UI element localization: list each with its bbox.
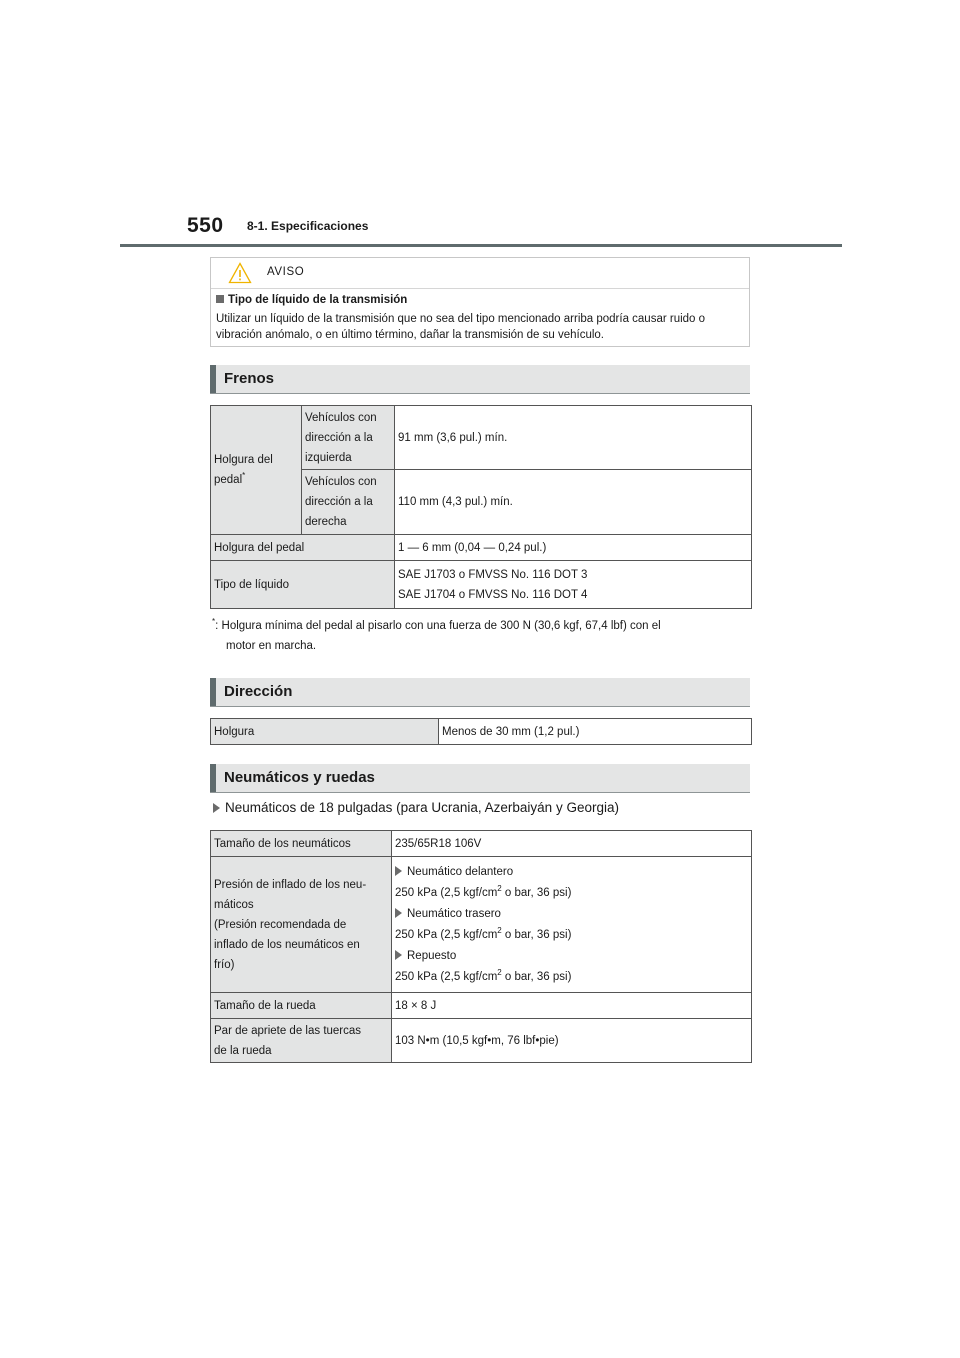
notice-body: Utilizar un líquido de la transmisión que no sea del tipo mencionado arriba podría causar ruido o vibración anómalo, o en último término, dañar la transmisión de su vehículo. [216, 313, 706, 341]
arrow-right-icon [395, 908, 402, 918]
footnote-line [212, 616, 752, 636]
pressure-label-line: inflado de los neumáticos en [214, 938, 360, 951]
section-title: Neumáticos y ruedas [224, 769, 375, 786]
table-row [211, 406, 752, 470]
steering-table [210, 718, 752, 745]
tire-size-label: Tamaño de los neumáticos [211, 831, 392, 857]
pressure-label-line: (Presión recomendada de [214, 918, 347, 931]
rear-tire-label: Neumático trasero [407, 907, 501, 920]
arrow-right-icon [395, 866, 402, 876]
pressure-text: o bar, 36 psi) [501, 970, 572, 983]
wheel-size-value: 18 × 8 J [392, 993, 752, 1019]
pedal-label: Holgura del [214, 454, 273, 466]
table-row [211, 993, 752, 1019]
rear-tire-pressure [395, 925, 748, 946]
square-bullet-icon [216, 295, 224, 303]
arrow-right-icon [395, 950, 402, 960]
pressure-text: o bar, 36 psi) [501, 928, 572, 941]
wheel-size-label: Tamaño de la rueda [211, 993, 392, 1019]
rear-tire-heading [395, 904, 748, 925]
footnote-text: motor en marcha. [226, 640, 317, 652]
pressure-label-line: máticos [214, 898, 254, 911]
table-row [211, 561, 752, 609]
section-title: Dirección [224, 683, 293, 700]
spare-tire-heading [395, 946, 748, 967]
pressure-label-line: Presión de inflado de los neu- [214, 878, 367, 891]
torque-label-line: de la rueda [214, 1044, 272, 1057]
tires-table [210, 830, 752, 1063]
page-number: 550 [187, 214, 224, 237]
table-row [211, 535, 752, 561]
warning-triangle-icon [228, 262, 252, 284]
table-row [211, 831, 752, 857]
right-drive-cell [302, 470, 395, 535]
notice-header [211, 258, 749, 289]
tire-variant-text: Neumáticos de 18 pulgadas (para Ucrania, Azerbaiyán y Georgia) [225, 800, 619, 815]
fluid-value: SAE J1704 o FMVSS No. 116 DOT 4 [398, 588, 588, 601]
torque-label-line: Par de apriete de las tuercas [214, 1024, 362, 1037]
pressure-text: 250 kPa (2,5 kgf/cm [395, 886, 498, 899]
right-drive-line: Vehículos con [305, 476, 377, 488]
fluid-value: SAE J1703 o FMVSS No. 116 DOT 3 [398, 568, 588, 581]
pressure-text: 250 kPa (2,5 kgf/cm [395, 970, 498, 983]
section-title: Frenos [224, 370, 275, 387]
pedal-label-line2 [214, 470, 298, 490]
torque-label-cell [211, 1019, 392, 1063]
section-header: 8-1. Especificaciones [247, 219, 369, 233]
front-tire-pressure [395, 883, 748, 904]
section-accent [210, 764, 216, 792]
pressure-exponent: 2 [497, 925, 502, 935]
right-drive-line: derecha [305, 516, 347, 528]
tire-variant-heading [213, 800, 619, 815]
notice-subtitle [216, 294, 407, 306]
torque-value: 103 N•m (10,5 kgf•m, 76 lbf•pie) [392, 1019, 752, 1063]
arrow-right-icon [213, 803, 220, 813]
front-tire-label: Neumático delantero [407, 865, 514, 878]
pressure-label-line: frío) [214, 958, 235, 971]
left-drive-line: dirección a la [305, 431, 373, 444]
section-accent [210, 678, 216, 706]
left-drive-cell [302, 406, 395, 470]
pedal-play-value: 1 — 6 mm (0,04 — 0,24 pul.) [395, 535, 752, 561]
header-rule [120, 244, 842, 247]
pedal-label-cell [211, 406, 302, 535]
footnote-mark: * [212, 617, 216, 627]
table-row [211, 719, 752, 745]
spare-tire-label: Repuesto [407, 949, 457, 962]
left-drive-value: 91 mm (3,6 pul.) mín. [395, 406, 752, 470]
fluid-values-cell [395, 561, 752, 609]
section-bar-frenos [210, 365, 750, 394]
table-row [211, 1019, 752, 1063]
left-drive-line: izquierda [305, 451, 352, 464]
tire-size-value: 235/65R18 106V [392, 831, 752, 857]
pressure-exponent: 2 [497, 883, 502, 893]
pedal-footnote-mark: * [242, 471, 246, 481]
notice-subtitle-text: Tipo de líquido de la transmisión [228, 294, 408, 306]
steering-play-value: Menos de 30 mm (1,2 pul.) [439, 719, 752, 745]
brakes-table [210, 405, 752, 609]
section-accent [210, 365, 216, 393]
left-drive-line: Vehículos con [305, 411, 377, 424]
pressure-label-cell [211, 857, 392, 993]
right-drive-value: 110 mm (4,3 pul.) mín. [395, 470, 752, 535]
brakes-footnote [212, 616, 752, 656]
notice-label: AVISO [267, 266, 305, 278]
fluid-label: Tipo de líquido [211, 561, 395, 609]
pedal-label-text: pedal [214, 474, 243, 486]
notice-box [210, 257, 750, 347]
steering-play-label: Holgura [211, 719, 439, 745]
pressure-text: 250 kPa (2,5 kgf/cm [395, 928, 498, 941]
front-tire-heading [395, 862, 748, 883]
pedal-play-label: Holgura del pedal [211, 535, 395, 561]
section-bar-direccion [210, 678, 750, 707]
section-bar-neumaticos [210, 764, 750, 793]
pressure-text: o bar, 36 psi) [501, 886, 572, 899]
pressure-values-cell [392, 857, 752, 993]
spare-tire-pressure [395, 967, 748, 988]
pressure-exponent: 2 [497, 967, 502, 977]
table-row [211, 857, 752, 993]
right-drive-line: dirección a la [305, 496, 373, 508]
footnote-text: : Holgura mínima del pedal al pisarlo con una fuerza de 300 N (30,6 kgf, 67,4 lbf) con el [215, 620, 661, 632]
